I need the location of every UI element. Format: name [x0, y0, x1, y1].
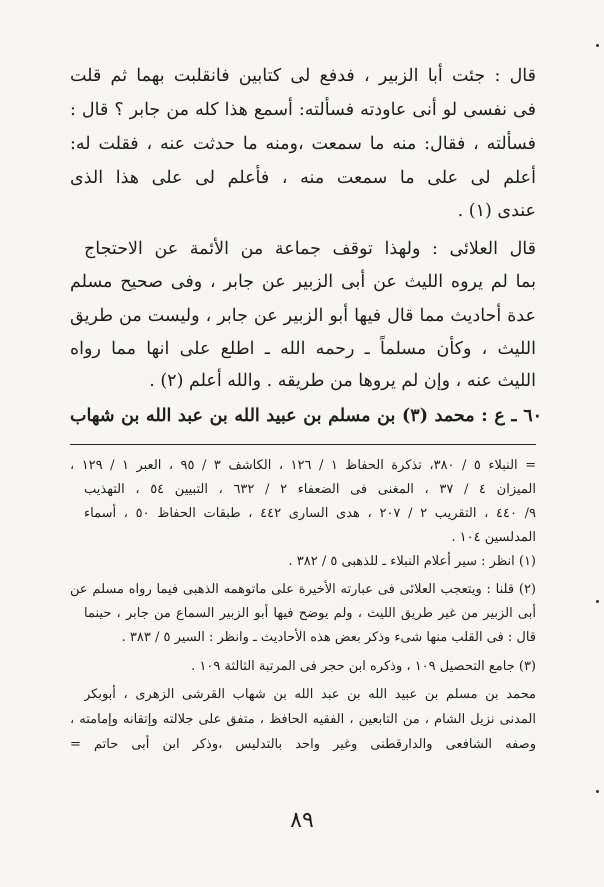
body-line: قال : جئت أبا الزبير ، فدفع لى كتابين فانقلبت بهما ثم قلت [70, 66, 536, 86]
scan-speck [596, 44, 599, 47]
page-number: ٨٩ [290, 808, 314, 833]
footnote-line: ٩/ ٤٤٠ ، التقريب ٢ / ٢٠٧ ، هدى السارى ٤٤٢ ، طبقات الحفاظ ٥٠ ، أسماء [84, 506, 536, 521]
body-line: بما لم يروه الليث عن أبى الزبير عن جابر ، وفى صحيح مسلم [70, 272, 536, 292]
body-line: فسألته ، فقال: منه ما سمعت ،ومنه ما حدثت عنه ، فقلت له: [70, 134, 536, 154]
body-line: فى نفسى لو أنى عاودته فسألته: أسمع هذا كله من جابر ؟ قال : [70, 100, 536, 120]
footnote-line: المدنى نزيل الشام ، من التابعين ، الفقيه الحافظ ، متفق على جلالته وإتقانه وإمامته ، [70, 712, 536, 727]
footnote-line: قال : فى القلب منها شىء وذكر بعض هذه الأحاديث ـ وانظر : السير ٥ / ٣٨٣ . [121, 630, 536, 645]
body-line: الليث ، وكأن مسلماً ـ رحمه الله ـ اطلع على انها مما رواه [70, 339, 536, 359]
footnote-1: (١) انظر : سير أعلام النبلاء ـ للذهبى ٥ / ٣٨٢ . [288, 554, 536, 569]
footnote-2: (٢) قلنا : ويتعجب العلائى فى عبارته الأخيرة على ماتوهمه الذهبى فيما رواه مسلم عن [70, 582, 536, 597]
footnote-3: (٣) جامع التحصيل ١٠٩ ، وذكره ابن حجر فى المرتبة الثالثة ١٠٩ . [191, 659, 536, 674]
footnote-line: الميزان ٤ / ٣٧ ، المغنى فى الضعفاء ٢ / ٦٣٢ ، التبيين ٥٤ ، التهذيب [84, 482, 536, 497]
body-line: عندى (١) . [457, 201, 536, 221]
footnote-separator [70, 444, 536, 445]
body-line: أعلم لى على ما سمعت منه ، فأعلم لى على هذا الذى [70, 168, 536, 188]
footnote-line: وصفه الشافعى والدارقطنى وغير واحد بالتدليس ،وذكر ابن أبى حاتم = [70, 737, 536, 752]
scan-speck [596, 600, 599, 603]
footnote-line: محمد بن مسلم بن عبيد الله بن عبد الله بن شهاب القرشى الزهرى ، أبوبكر [84, 687, 536, 702]
entry-heading-line: ٦٠ ـ ع : محمد (٣) بن مسلم بن عبيد الله بن عبد الله بن شهاب [70, 406, 542, 426]
body-line: قال العلائى : ولهذا توقف جماعة من الأئمة عن الاحتجاج [84, 239, 536, 259]
footnote-line: أبى الزبير من غير طريق الليث ، ولم يوضح فيها أبو الزبير السماع من جابر ، حينما [84, 606, 536, 621]
footnote-line: المدلسين ١٠٤ . [451, 530, 536, 545]
body-line: عدة أحاديث مما قال فيها أبو الزبير عن جابر ، وليست من طريق [70, 306, 536, 326]
body-line: الليث عنه ، وإن لم يروها من طريقه . والله أعلم (٢) . [149, 371, 536, 391]
scan-speck [596, 790, 599, 793]
footnote-line: = النبلاء ٥ / ٣٨٠، تذكرة الحفاظ ١ / ١٢٦ ، الكاشف ٣ / ٩٥ ، العبر ١ / ١٢٩ ، [70, 458, 536, 473]
